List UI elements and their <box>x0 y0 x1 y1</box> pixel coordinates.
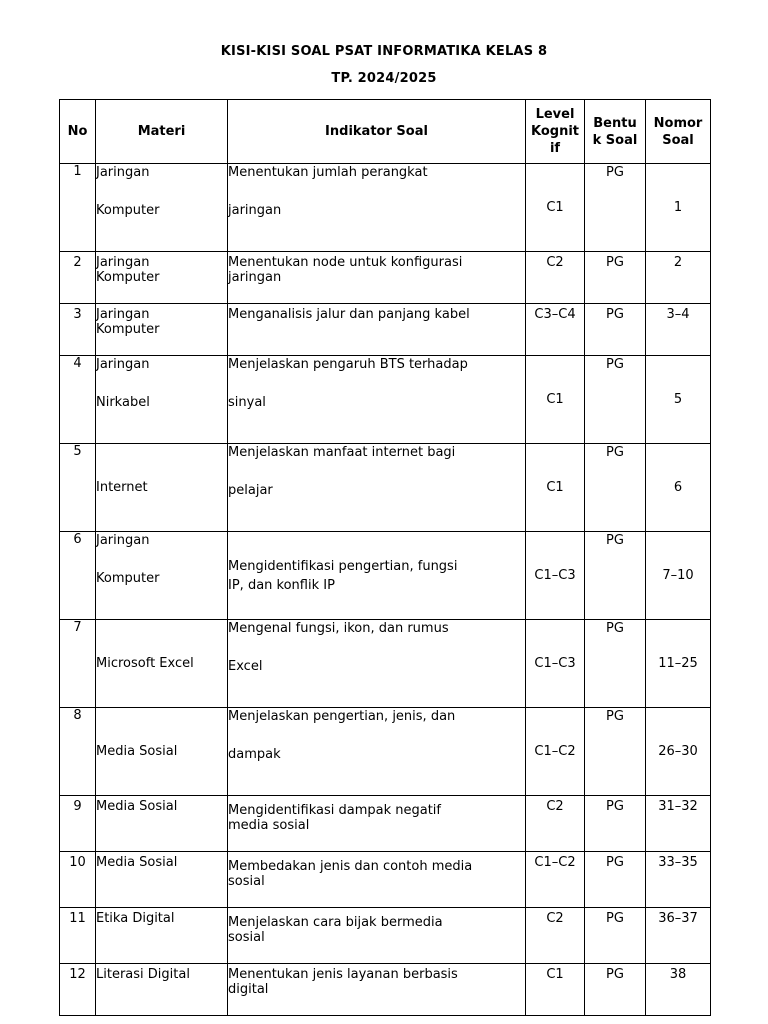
cell-level: C1 <box>526 964 585 1016</box>
cell-level: C1 <box>526 444 585 532</box>
cell-indikator <box>228 444 526 532</box>
cell-indikator-line: sosial <box>228 930 265 945</box>
cell-indikator <box>228 708 526 796</box>
cell-nomor: 6 <box>646 444 711 532</box>
cell-nomor: 38 <box>646 964 711 1016</box>
cell-indikator <box>228 620 526 708</box>
header-level-line: Kognit <box>530 124 579 139</box>
cell-materi-line: Nirkabel <box>96 395 150 410</box>
table-row <box>60 252 711 304</box>
header-level <box>526 100 585 164</box>
cell-nomor: 31–32 <box>646 796 711 852</box>
cell-nomor: 3–4 <box>646 304 711 356</box>
cell-bentuk: PG <box>585 796 646 852</box>
cell-level: C1–C2 <box>526 852 585 908</box>
cell-materi <box>96 964 228 1016</box>
cell-indikator-line: Menjelaskan pengertian, jenis, dan <box>228 709 456 724</box>
cell-materi <box>96 620 228 708</box>
kisi-kisi-table <box>59 99 711 1016</box>
cell-materi <box>96 164 228 252</box>
cell-indikator-line: sinyal <box>228 395 266 410</box>
cell-materi <box>96 252 228 304</box>
cell-bentuk: PG <box>585 852 646 908</box>
header-bentuk-line: k Soal <box>592 132 638 148</box>
header-nomor-line: Nomor <box>653 115 703 131</box>
cell-no: 6 <box>60 532 96 620</box>
cell-no: 12 <box>60 964 96 1016</box>
cell-materi-line: Komputer <box>96 270 160 285</box>
cell-indikator-line: Mengidentifikasi pengertian, fungsi <box>228 558 458 574</box>
cell-materi <box>96 304 228 356</box>
cell-level: C1–C3 <box>526 532 585 620</box>
cell-indikator <box>228 908 526 964</box>
cell-indikator-line: Menentukan node untuk konfigurasi <box>228 255 463 270</box>
cell-indikator <box>228 852 526 908</box>
cell-no: 3 <box>60 304 96 356</box>
table-header-row <box>60 100 711 164</box>
cell-materi <box>96 852 228 908</box>
cell-materi-line: Jaringan <box>96 357 150 372</box>
cell-indikator <box>228 252 526 304</box>
cell-materi-line: Jaringan <box>96 307 150 322</box>
cell-materi-line: Literasi Digital <box>96 967 190 982</box>
cell-indikator-line: Menentukan jenis layanan berbasis <box>228 967 458 982</box>
cell-no: 11 <box>60 908 96 964</box>
cell-materi-line: Media Sosial <box>96 855 178 870</box>
cell-indikator <box>228 796 526 852</box>
cell-bentuk: PG <box>585 908 646 964</box>
cell-indikator-line: Menjelaskan cara bijak bermedia <box>228 915 443 930</box>
cell-bentuk: PG <box>585 356 646 444</box>
cell-indikator-line: sosial <box>228 874 265 889</box>
cell-no: 4 <box>60 356 96 444</box>
table-row <box>60 796 711 852</box>
cell-materi <box>96 444 228 532</box>
table-row <box>60 708 711 796</box>
header-materi: Materi <box>96 100 228 164</box>
cell-materi-line: Jaringan <box>96 255 150 270</box>
cell-level: C2 <box>526 908 585 964</box>
cell-materi-line: Jaringan <box>96 165 150 180</box>
table-row <box>60 908 711 964</box>
document-title: KISI-KISI SOAL PSAT INFORMATIKA KELAS 8 <box>220 44 548 59</box>
cell-indikator-line: Menentukan jumlah perangkat <box>228 165 428 180</box>
cell-no: 8 <box>60 708 96 796</box>
cell-indikator-line: Mengenal fungsi, ikon, dan rumus <box>228 621 449 636</box>
cell-no: 5 <box>60 444 96 532</box>
cell-materi-line: Media Sosial <box>96 744 178 759</box>
cell-indikator <box>228 532 526 620</box>
table-row <box>60 164 711 252</box>
cell-level: C2 <box>526 252 585 304</box>
cell-materi-line: Komputer <box>96 322 160 337</box>
table-row <box>60 444 711 532</box>
cell-bentuk: PG <box>585 620 646 708</box>
cell-materi-line: Komputer <box>96 571 160 586</box>
cell-nomor: 33–35 <box>646 852 711 908</box>
cell-indikator-line: digital <box>228 982 269 997</box>
table-row <box>60 964 711 1016</box>
cell-materi <box>96 908 228 964</box>
header-nomor <box>646 100 711 164</box>
cell-level: C3–C4 <box>526 304 585 356</box>
cell-bentuk: PG <box>585 708 646 796</box>
cell-bentuk: PG <box>585 304 646 356</box>
cell-materi-line: Microsoft Excel <box>96 656 194 671</box>
cell-indikator-line: dampak <box>228 747 281 762</box>
cell-indikator-line: pelajar <box>228 483 273 498</box>
cell-indikator-line: Excel <box>228 659 263 674</box>
cell-indikator <box>228 304 526 356</box>
cell-materi <box>96 796 228 852</box>
cell-materi-line: Internet <box>96 480 148 495</box>
cell-bentuk: PG <box>585 164 646 252</box>
cell-bentuk: PG <box>585 252 646 304</box>
cell-no: 10 <box>60 852 96 908</box>
cell-level: C1–C3 <box>526 620 585 708</box>
cell-bentuk: PG <box>585 532 646 620</box>
cell-indikator-line: IP, dan konflik IP <box>228 577 335 593</box>
cell-materi-line: Jaringan <box>96 533 150 548</box>
cell-indikator-line: Menjelaskan manfaat internet bagi <box>228 445 456 460</box>
cell-indikator <box>228 964 526 1016</box>
cell-no: 2 <box>60 252 96 304</box>
cell-indikator-line: Menganalisis jalur dan panjang kabel <box>228 307 470 322</box>
cell-level: C2 <box>526 796 585 852</box>
cell-indikator-line: media sosial <box>228 818 310 833</box>
cell-bentuk: PG <box>585 964 646 1016</box>
cell-indikator-line: Membedakan jenis dan contoh media <box>228 859 473 874</box>
cell-materi-line: Media Sosial <box>96 799 178 814</box>
cell-nomor: 36–37 <box>646 908 711 964</box>
cell-no: 7 <box>60 620 96 708</box>
table-row <box>60 532 711 620</box>
cell-indikator-line: Menjelaskan pengaruh BTS terhadap <box>228 357 468 372</box>
cell-materi <box>96 708 228 796</box>
cell-indikator-line: jaringan <box>228 270 282 285</box>
cell-nomor: 7–10 <box>646 532 711 620</box>
header-bentuk <box>585 100 646 164</box>
cell-materi <box>96 532 228 620</box>
document-subtitle: TP. 2024/2025 <box>331 71 437 86</box>
cell-bentuk: PG <box>585 444 646 532</box>
header-level-line: Level <box>535 107 575 122</box>
cell-nomor: 1 <box>646 164 711 252</box>
cell-indikator <box>228 164 526 252</box>
header-bentuk-line: Bentu <box>593 115 637 131</box>
cell-indikator <box>228 356 526 444</box>
cell-level: C1–C2 <box>526 708 585 796</box>
table-row <box>60 620 711 708</box>
cell-nomor: 5 <box>646 356 711 444</box>
cell-no: 1 <box>60 164 96 252</box>
header-level-line: if <box>549 141 561 156</box>
header-no: No <box>60 100 96 164</box>
table-row <box>60 356 711 444</box>
cell-indikator-line: jaringan <box>228 203 282 218</box>
cell-materi-line: Etika Digital <box>96 911 175 926</box>
cell-level: C1 <box>526 356 585 444</box>
cell-nomor: 11–25 <box>646 620 711 708</box>
cell-indikator-line: Mengidentifikasi dampak negatif <box>228 803 441 818</box>
cell-nomor: 2 <box>646 252 711 304</box>
cell-materi-line: Komputer <box>96 203 160 218</box>
table-row <box>60 852 711 908</box>
cell-nomor: 26–30 <box>646 708 711 796</box>
cell-level: C1 <box>526 164 585 252</box>
header-nomor-line: Soal <box>662 132 694 148</box>
table-row <box>60 304 711 356</box>
cell-materi <box>96 356 228 444</box>
cell-no: 9 <box>60 796 96 852</box>
header-indikator: Indikator Soal <box>228 100 526 164</box>
